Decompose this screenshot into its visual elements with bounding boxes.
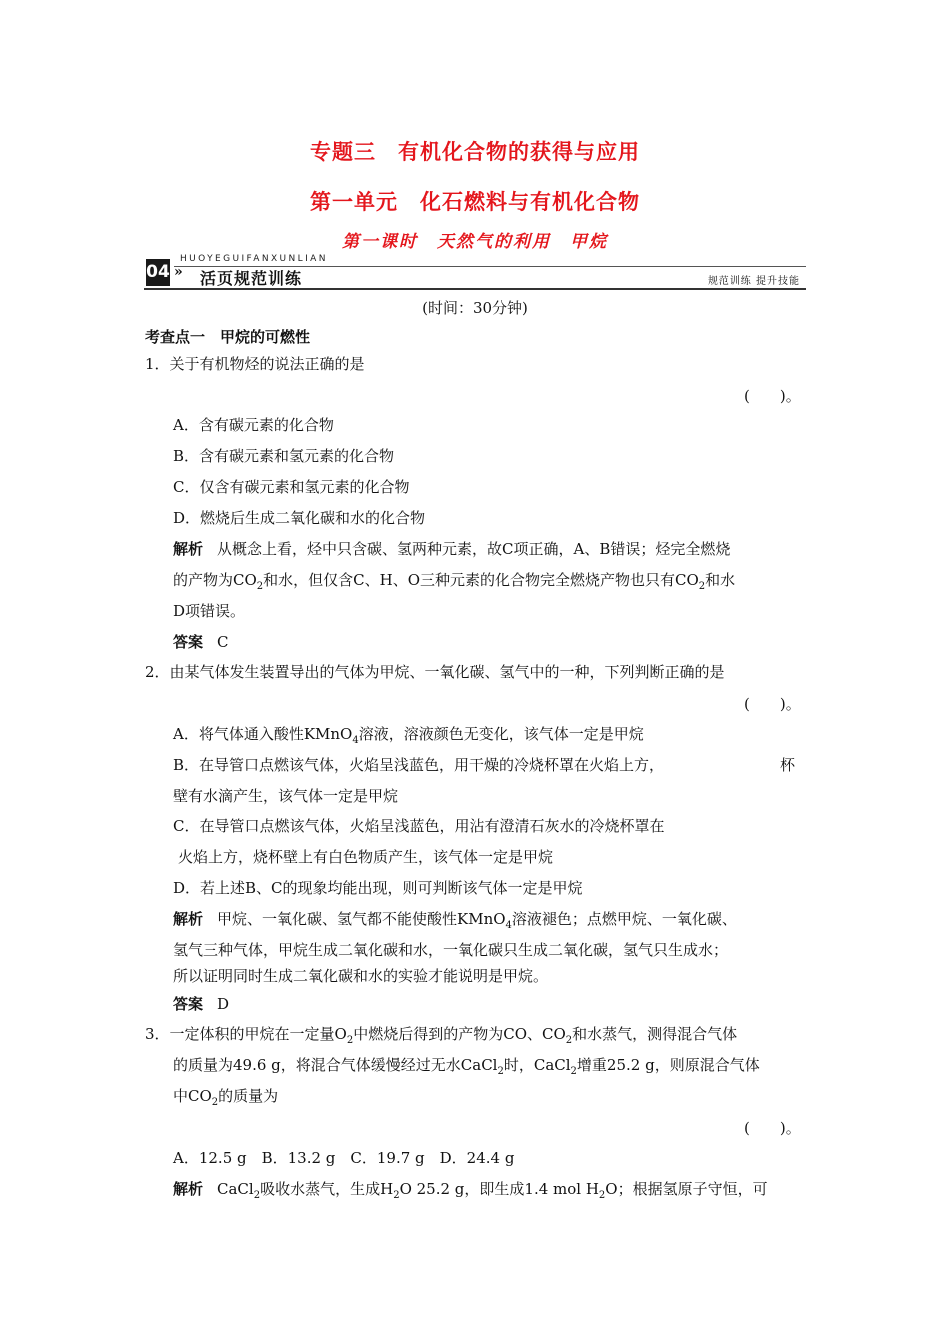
- banner-number-badge: 04: [146, 259, 170, 286]
- banner-slogan: 规范训练 提升技能: [707, 276, 800, 287]
- q3-stem-line-3: 中$CO_2$的质量为: [173, 1087, 279, 1108]
- q2-analysis-label: 解析: [173, 910, 204, 928]
- q1-answer: 答案 C: [173, 633, 229, 651]
- q3-stem-line-1: 3．一定体积的甲烷在一定量$O_2$中燃烧后得到的产物为CO、$CO_2$和水蒸气，测得混合气体: [145, 1025, 738, 1046]
- chevron-icon: »: [174, 264, 183, 280]
- q1-option-d: D．燃烧后生成二氧化碳和水的化合物: [173, 509, 426, 527]
- q3-analysis-label: 解析: [173, 1180, 204, 1198]
- section-banner: [144, 254, 806, 290]
- banner-label: 活页规范训练: [200, 269, 303, 288]
- time-note: (时间：30分钟): [422, 299, 528, 317]
- q2-analysis-line-2: 氢气三种气体，甲烷生成二氧化碳和水，一氧化碳只生成二氧化碳，氢气只生成水；: [173, 941, 729, 959]
- q2-option-d: D．若上述B、C的现象均能出现，则可判断该气体一定是甲烷: [173, 879, 583, 897]
- banner-bottom-rule: [144, 288, 806, 290]
- q2-analysis-line-3: 所以证明同时生成二氧化碳和水的实验才能说明是甲烷。: [173, 967, 549, 985]
- q1-stem: 1．关于有机物烃的说法正确的是: [145, 355, 365, 373]
- q1-analysis-line-3: D项错误。: [173, 602, 246, 620]
- q2-option-c-line-1: C．在导管口点燃该气体，火焰呈浅蓝色，用沾有澄清石灰水的冷烧杯罩在: [173, 817, 665, 835]
- q3-analysis-line-1: 解析 CaCl$_2$吸收水蒸气，生成$H_2O$ 25.2 g，即生成1.4 mol $H_2O$；根据氢原子守恒，可: [173, 1180, 768, 1201]
- q1-answer-paren: ( )。: [744, 387, 801, 405]
- unit-title: 第一单元 化石燃料与有机化合物: [310, 190, 640, 214]
- q1-analysis-label: 解析: [173, 540, 204, 558]
- q2-option-b-line-1: B．在导管口点燃该气体，火焰呈浅蓝色，用干燥的冷烧杯罩在火焰上方，: [173, 756, 665, 774]
- q3-options: A．12.5 g B．13.2 g C．19.7 g D．24.4 g: [173, 1149, 515, 1167]
- q2-analysis-line-1: 解析 甲烷、一氧化碳、氢气都不能使酸性KMnO$_4$溶液褪色；点燃甲烷、一氧化碳、: [173, 910, 737, 931]
- q3-answer-paren: ( )。: [744, 1119, 801, 1137]
- banner-pinyin: HUOYEGUIFANXUNLIAN: [180, 254, 328, 264]
- q1-option-a: A．含有碳元素的化合物: [173, 416, 334, 434]
- q2-answer: 答案 D: [173, 995, 230, 1013]
- q2-stem: 2．由某气体发生装置导出的气体为甲烷、一氧化碳、氢气中的一种，下列判断正确的是: [145, 663, 725, 681]
- q2-option-a: A．将气体通入酸性KMnO$_4$溶液，溶液颜色无变化，该气体一定是甲烷: [173, 725, 644, 746]
- section-heading: 考查点一 甲烷的可燃性: [145, 328, 311, 346]
- q2-answer-paren: ( )。: [744, 695, 801, 713]
- topic-title: 专题三 有机化合物的获得与应用: [310, 140, 640, 164]
- q2-answer-label: 答案: [173, 995, 204, 1013]
- q2-option-c-line-2: 火焰上方，烧杯壁上有白色物质产生，该气体一定是甲烷: [178, 848, 554, 866]
- q2-option-b-line-2: 壁有水滴产生，该气体一定是甲烷: [173, 787, 399, 805]
- q3-stem-line-2: 的质量为49.6 g，将混合气体缓慢经过无水CaCl$_2$时，CaCl$_2$增重25.2 g，则原混合气体: [173, 1056, 760, 1077]
- q1-answer-label: 答案: [173, 633, 204, 651]
- lesson-title: 第一课时 天然气的利用 甲烷: [342, 232, 608, 252]
- q1-option-c: C．仅含有碳元素和氢元素的化合物: [173, 478, 410, 496]
- q1-analysis-line-2: 的产物为$CO_2$和水，但仅含C、H、O三种元素的化合物完全燃烧产物也只有$CO_2$和水: [173, 571, 736, 592]
- q1-analysis-line-1: 解析 从概念上看，烃中只含碳、氢两种元素，故C项正确，A、B错误；烃完全燃烧: [173, 540, 731, 558]
- q2-option-b-line-1-end: 杯: [780, 756, 796, 774]
- q1-option-b: B．含有碳元素和氢元素的化合物: [173, 447, 395, 465]
